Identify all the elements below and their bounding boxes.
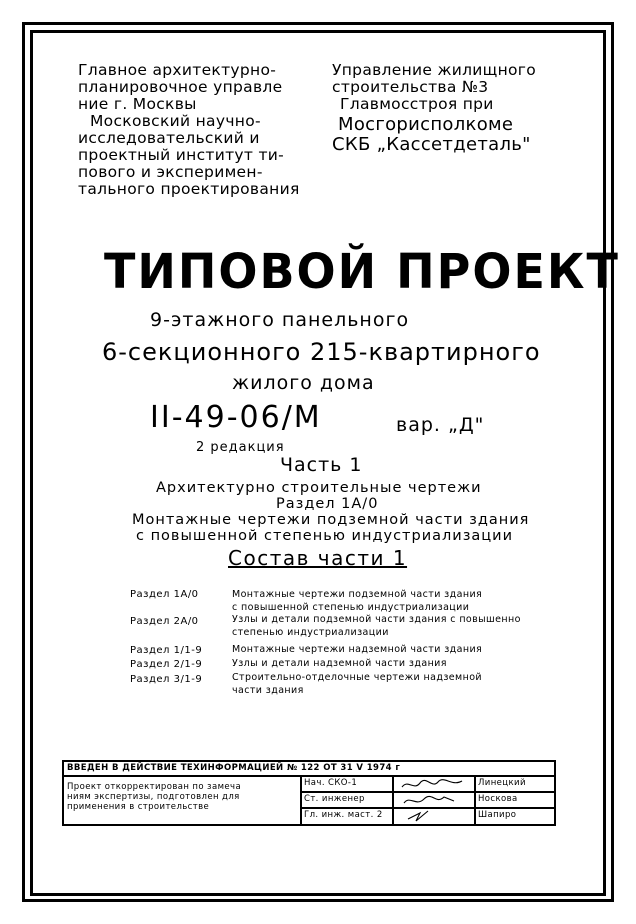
stamp-role: Гл. инж. маст. 2	[304, 810, 383, 820]
left-org-line: исследовательский и	[78, 129, 260, 147]
right-org-line: строительства №3	[332, 78, 489, 96]
list-item-code: Раздел 1А/0	[130, 589, 199, 600]
section-title: Раздел 1А/0	[276, 496, 379, 512]
list-item-code: Раздел 1/1-9	[130, 645, 203, 656]
right-org-line: Управление жилищного	[332, 61, 537, 79]
signatures	[398, 777, 468, 822]
project-code: II-49-06/М	[150, 400, 322, 435]
list-item-text: Узлы и детали подземной части здания с повышенно	[232, 614, 521, 625]
left-org-line: проектный институт ти-	[78, 146, 285, 164]
composition-heading: Состав части 1	[228, 546, 408, 570]
list-item-code: Раздел 3/1-9	[130, 674, 203, 685]
stamp-note-line: ниям экспертизы, подготовлен для	[67, 792, 240, 802]
stamp-role: Ст. инженер	[304, 794, 365, 804]
list-item-code: Раздел 2А/0	[130, 616, 199, 627]
right-org-line: Мосгорисполкоме	[338, 114, 514, 135]
list-item-code: Раздел 2/1-9	[130, 659, 203, 670]
stamp-name: Шапиро	[478, 810, 517, 820]
left-org-line: тального проектирования	[78, 180, 300, 198]
project-variant: вар. „Д"	[396, 414, 485, 436]
stamp-role: Нач. СКО-1	[304, 778, 358, 788]
part-title: Часть 1	[280, 454, 363, 476]
edition: 2 редакция	[196, 440, 285, 455]
stamp-intro: ВВЕДЕН В ДЕЙСТВИЕ ТЕХИНФОРМАЦИЕЙ № 122 ОТ 31 V 1974 г	[67, 763, 401, 773]
stamp-note-line: применения в строительстве	[67, 802, 210, 812]
list-item-text: Монтажные чертежи подземной части здания	[232, 589, 483, 600]
list-item-text: Строительно-отделочные чертежи надземной	[232, 672, 482, 683]
right-org-line: Главмосстроя при	[340, 95, 494, 113]
title-line-1: 9-этажного панельного	[150, 309, 410, 331]
left-org-line: планировочное управле	[78, 78, 283, 96]
signature-mark	[408, 811, 428, 821]
left-org-line: Главное архитектурно-	[78, 61, 277, 79]
document-title: ТИПОВОЙ ПРОЕКТ	[104, 242, 620, 300]
list-item-text: части здания	[232, 685, 304, 696]
stamp-note-line: Проект откорректирован по замеча	[67, 782, 242, 792]
list-item-text: Узлы и детали надземной части здания	[232, 658, 447, 669]
section-description-line: с повышенной степенью индустриализации	[136, 528, 514, 544]
stamp-divider	[64, 775, 554, 777]
list-item-text: Монтажные чертежи надземной части здания	[232, 644, 483, 655]
stamp-divider	[474, 775, 476, 824]
signature-mark	[404, 796, 454, 803]
right-org-line: СКБ „Кассетдеталь"	[332, 134, 531, 155]
list-item-text: с повышенной степенью индустриализации	[232, 602, 470, 613]
stamp-name: Линецкий	[478, 778, 526, 788]
left-org-line: пового и эксперимен-	[78, 163, 263, 181]
approval-stamp	[62, 760, 556, 826]
left-org-line: ние г. Москвы	[78, 95, 197, 113]
stamp-divider	[300, 775, 302, 824]
title-line-2: 6-секционного 215-квартирного	[102, 338, 541, 366]
title-line-3: жилого дома	[232, 372, 375, 394]
signature-mark	[402, 780, 462, 787]
list-item-text: степенью индустриализации	[232, 627, 389, 638]
left-org-line: Московский научно-	[90, 112, 261, 130]
stamp-divider	[392, 775, 394, 824]
stamp-name: Носкова	[478, 794, 518, 804]
part-description: Архитектурно строительные чертежи	[156, 480, 482, 496]
section-description-line: Монтажные чертежи подземной части здания	[132, 512, 530, 528]
